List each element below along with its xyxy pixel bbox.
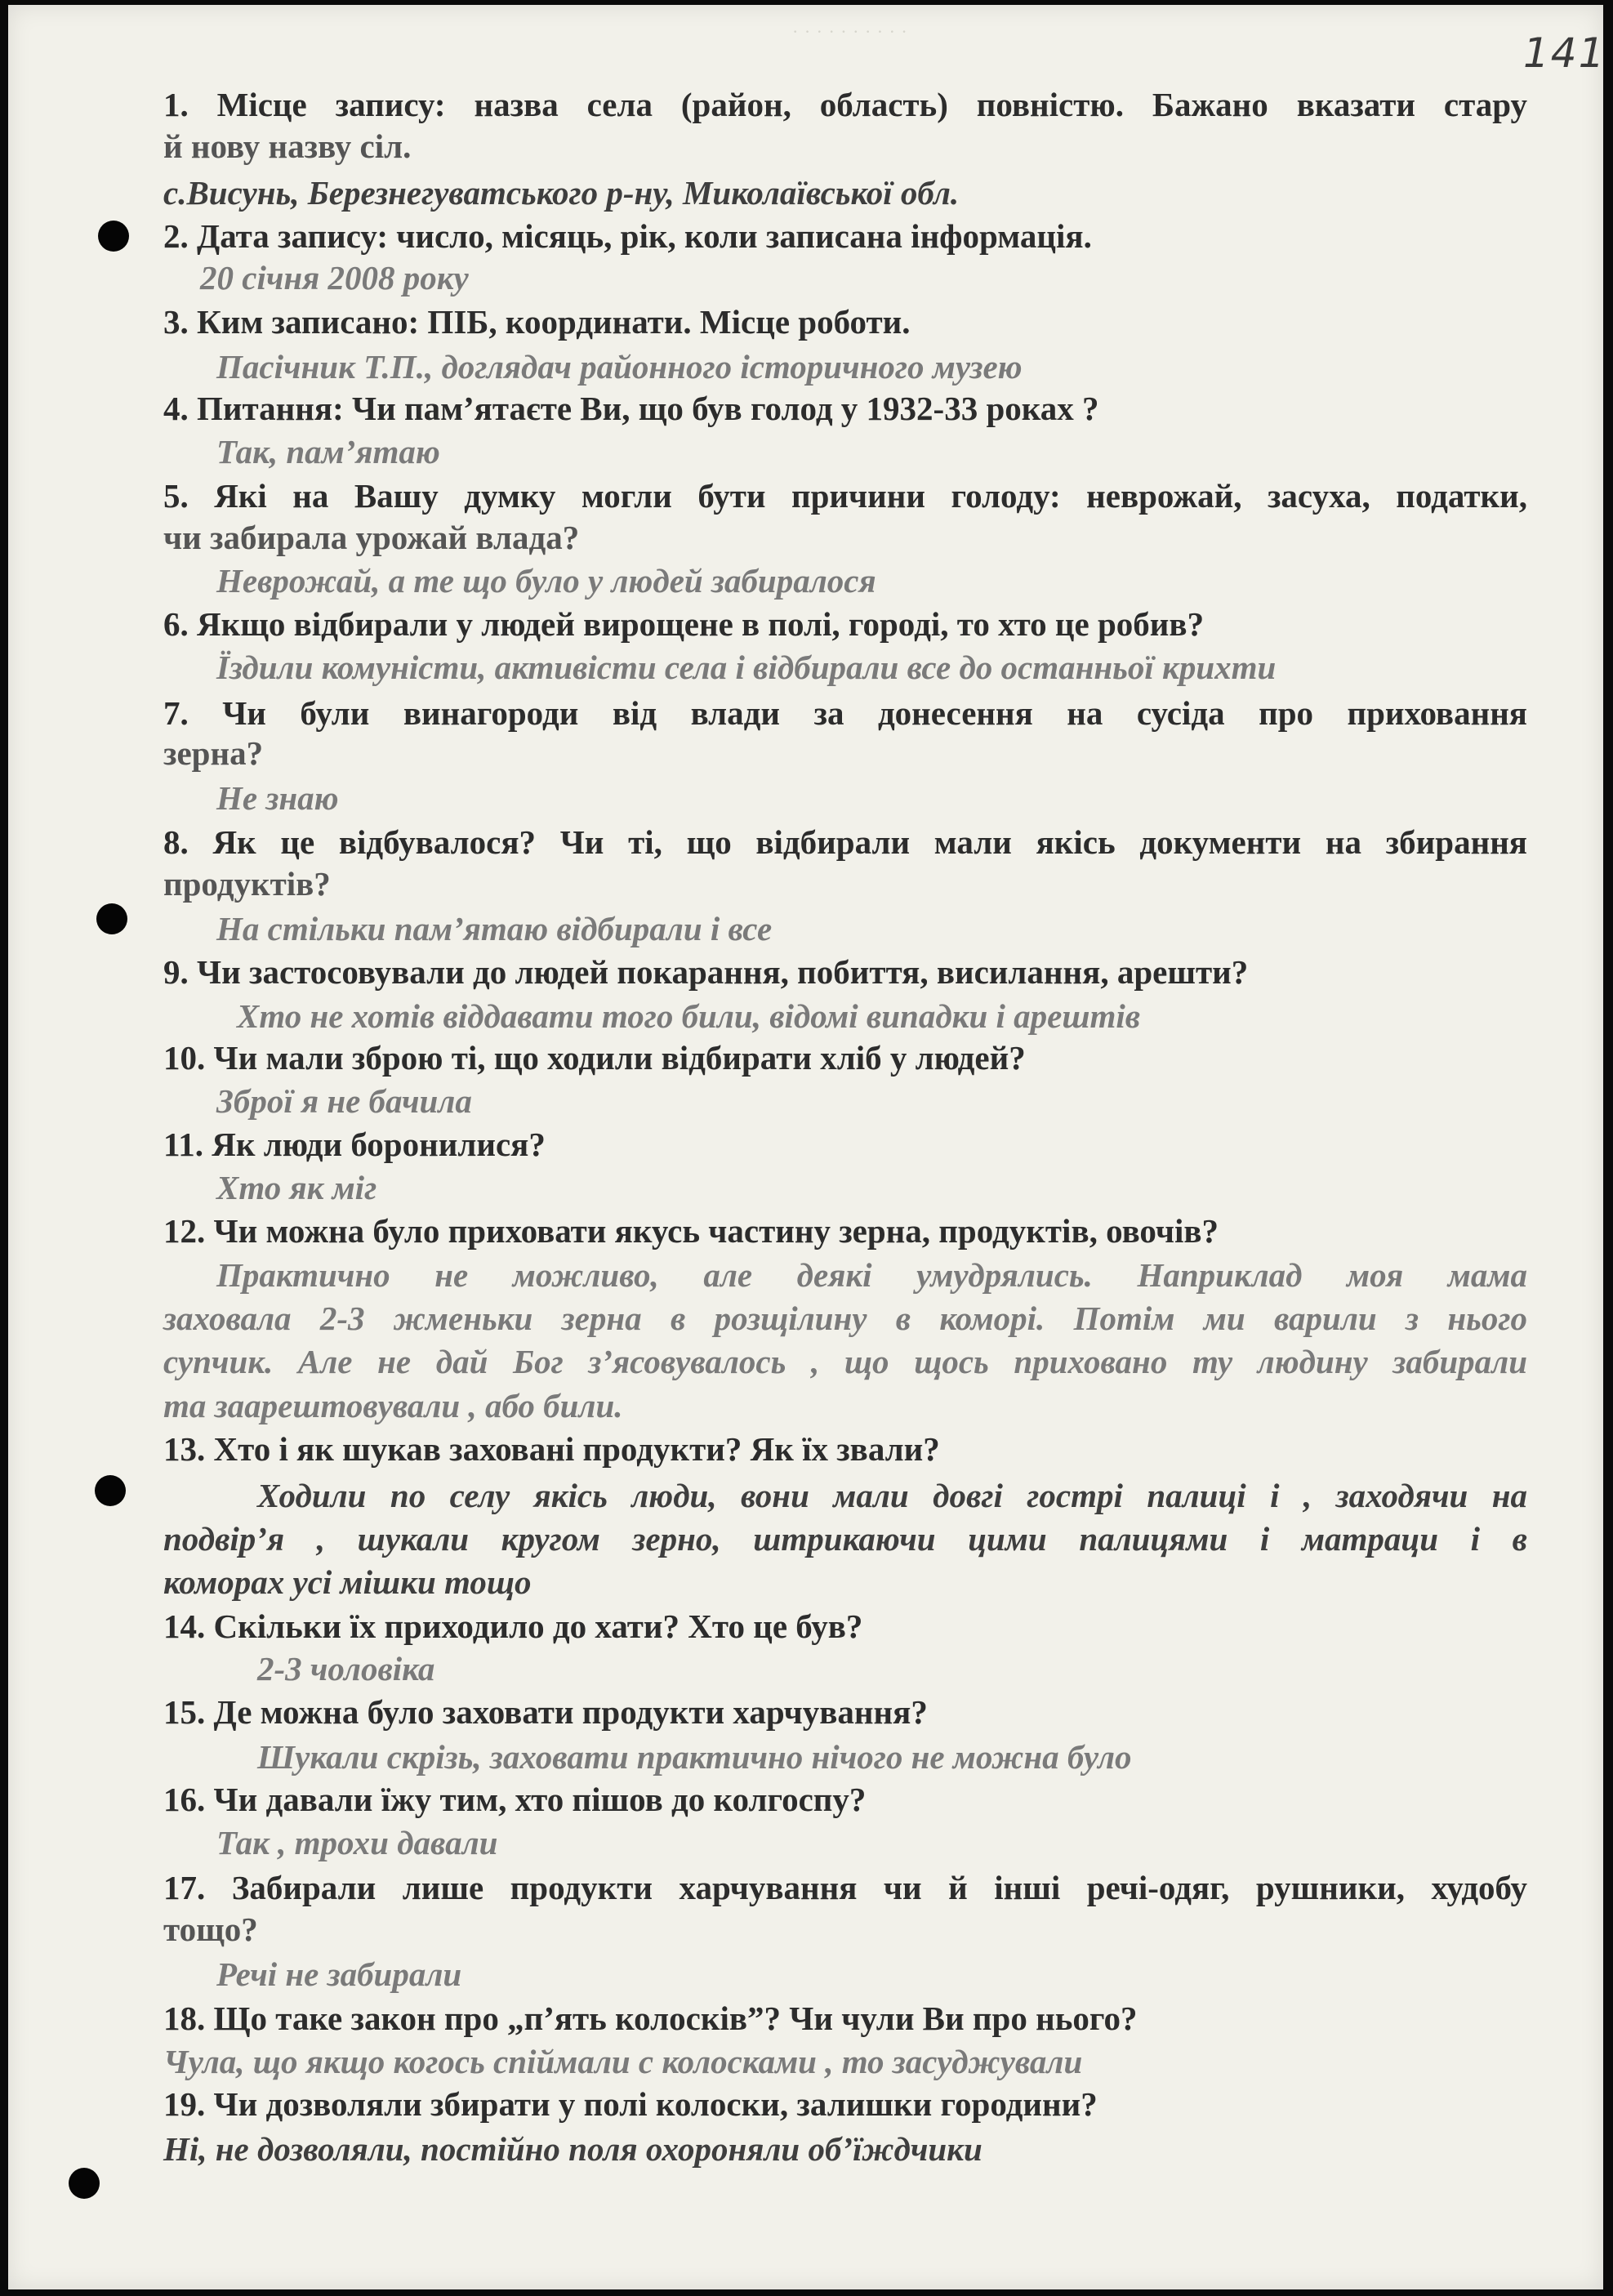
answer-18: Чула, що якщо когось спіймали с колосками , то засуджували [163,2043,1083,2080]
answer-19: Ні, не дозволяли, постійно поля охороняли об’їждчики [163,2130,983,2168]
question-6: 6. Якщо відбирали у людей вирощене в полі, городі, то хто це робив? [163,605,1205,643]
question-12: 12. Чи можна було приховати якусь частину зерна, продуктів, овочів? [163,1212,1219,1250]
answer-10: Зброї я не бачила [216,1082,472,1120]
question-3: 3. Ким записано: ПІБ, координати. Місце роботи. [163,303,911,341]
answer-9: Хто не хотів віддавати того били, відомі випадки і арештів [237,997,1141,1035]
question-9: 9. Чи застосовували до людей покарання, побиття, висилання, арешти? [163,953,1249,991]
question-17: 17. Забирали лише продукти харчування чи й інші речі-одяг, рушники, худобу [163,1869,1527,1906]
answer-12-line-1: Практично не можливо, але деякі умудрялись. Наприклад моя мама [216,1256,1527,1294]
faint-header: · · · · · · · · · · [792,21,908,42]
answer-12-line-3: супчик. Але не дай Бог з’ясовувалось , що щось приховано ту людину забирали [163,1343,1527,1380]
question-5-cont: чи забирала урожай влада? [163,519,580,556]
question-15: 15. Де можна було заховати продукти харчування? [163,1693,928,1731]
answer-13-line-1: Ходили по селу якісь люди, вони мали довгі гострі палиці і , заходячи на [257,1477,1527,1514]
question-7-cont: зерна? [163,734,264,772]
question-14: 14. Скільки їх приходило до хати? Хто це був? [163,1607,863,1645]
question-1-cont: й нову назву сіл. [163,127,412,165]
answer-17: Речі не забирали [216,1955,462,1993]
answer-6: Їздили комуністи, активісти села і відбирали все до останньої крихти [216,649,1277,686]
answer-3: Пасічник Т.П., доглядач районного історичного музею [216,348,1023,386]
answer-15: Шукали скрізь, заховати практично нічого не можна було [257,1738,1132,1776]
answer-12-line-4: та заарештовували , або били. [163,1387,623,1424]
answer-16: Так , трохи давали [216,1824,498,1861]
page-number: 141 [1523,29,1606,77]
answer-7: Не знаю [216,779,339,817]
answer-14: 2-3 чоловіка [257,1650,435,1687]
question-4: 4. Питання: Чи пам’ятаєте Ви, що був голод у 1932-33 роках ? [163,390,1099,427]
question-11: 11. Як люди боронилися? [163,1126,546,1163]
answer-13-line-3: коморах усі мішки тощо [163,1563,532,1601]
answer-2: 20 січня 2008 року [200,259,469,296]
question-18: 18. Що таке закон про „п’ять колосків”? Чи чули Ви про нього? [163,2000,1138,2037]
question-17-cont: тощо? [163,1910,258,1948]
answer-11: Хто як міг [216,1169,377,1206]
question-5: 5. Які на Вашу думку могли бути причини голоду: неврожай, засуха, податки, [163,477,1527,515]
question-8-cont: продуктів? [163,865,331,903]
punch-hole [69,2168,100,2199]
question-19: 19. Чи дозволяли збирати у полі колоски, залишки городини? [163,2085,1098,2123]
question-16: 16. Чи давали їжу тим, хто пішов до колгоспу? [163,1781,867,1818]
question-7: 7. Чи були винагороди від влади за донесення на сусіда про приховання [163,694,1527,732]
question-1: 1. Місце запису: назва села (район, область) повністю. Бажано вказати стару [163,86,1527,123]
question-13: 13. Хто і як шукав заховані продукти? Як їх звали? [163,1430,940,1468]
answer-5: Неврожай, а те що було у людей забиралося [216,562,876,600]
answer-1: с.Висунь, Березнегуватського р-ну, Миколаївської обл. [163,174,960,212]
question-10: 10. Чи мали зброю ті, що ходили відбирати хліб у людей? [163,1039,1026,1077]
punch-hole [96,903,127,934]
answer-13-line-2: подвір’я , шукали кругом зерно, штрикаючи цими палицями і матраци і в [163,1520,1527,1558]
question-2: 2. Дата запису: число, місяць, рік, коли записана інформація. [163,217,1092,255]
answer-4: Так, пам’ятаю [216,433,440,470]
punch-hole [95,1475,126,1506]
answer-8: На стільки пам’ятаю відбирали і все [216,910,773,947]
question-8: 8. Як це відбувалося? Чи ті, що відбирали мали якісь документи на збирання [163,823,1527,861]
document-page [8,5,1606,2289]
answer-12-line-2: заховала 2-3 жменьки зерна в розщілину в коморі. Потім ми варили з нього [163,1300,1527,1337]
punch-hole [98,221,129,252]
